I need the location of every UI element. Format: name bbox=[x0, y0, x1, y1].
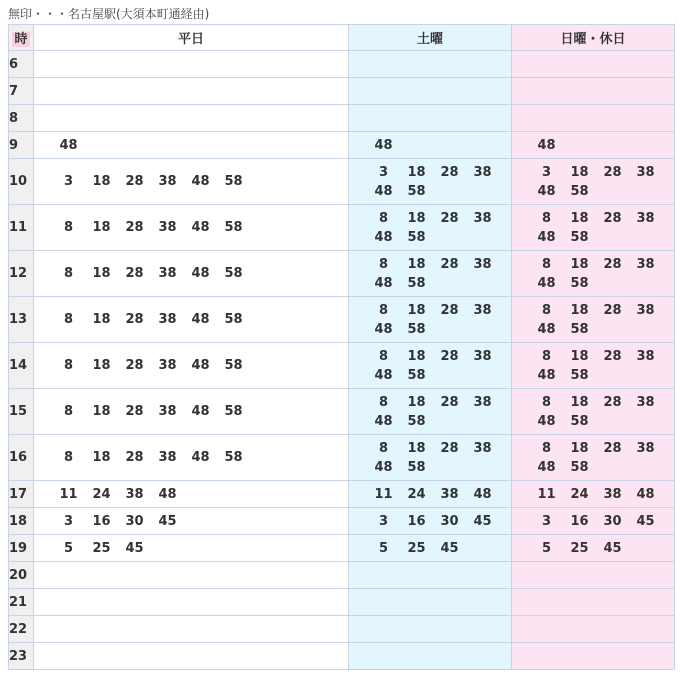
weekday-minutes-cell bbox=[34, 589, 349, 616]
hour-cell: 14 bbox=[9, 343, 34, 389]
hour-cell: 20 bbox=[9, 562, 34, 589]
saturday-minutes-cell bbox=[349, 132, 512, 159]
departure-minute: 58 bbox=[407, 229, 426, 245]
departure-minute: 11 bbox=[374, 486, 393, 502]
holiday-minutes-cell bbox=[512, 589, 675, 616]
departure-minute: 18 bbox=[570, 256, 589, 272]
saturday-minutes-cell bbox=[349, 481, 512, 508]
departure-minute: 48 bbox=[374, 137, 393, 153]
departure-minute: 38 bbox=[636, 256, 655, 272]
departure-minute: 48 bbox=[374, 321, 393, 337]
departure-minute: 3 bbox=[541, 513, 552, 529]
weekday-minutes-cell bbox=[34, 51, 349, 78]
weekday-minutes-cell bbox=[34, 481, 349, 508]
departure-minute: 45 bbox=[636, 513, 655, 529]
holiday-minutes-cell bbox=[512, 343, 675, 389]
hour-cell: 17 bbox=[9, 481, 34, 508]
weekday-minutes-cell bbox=[34, 508, 349, 535]
departure-minute: 38 bbox=[473, 164, 492, 180]
departure-minute: 18 bbox=[570, 440, 589, 456]
departure-minute: 16 bbox=[407, 513, 426, 529]
departure-minute: 38 bbox=[158, 404, 177, 419]
departure-minute: 28 bbox=[125, 312, 144, 327]
saturday-minutes-cell bbox=[349, 389, 512, 435]
departure-minute: 8 bbox=[63, 404, 74, 419]
holiday-minutes-cell bbox=[512, 297, 675, 343]
departure-minute: 58 bbox=[407, 459, 426, 475]
departure-minute: 48 bbox=[473, 486, 492, 502]
departure-minute: 58 bbox=[224, 266, 243, 281]
departure-minute: 3 bbox=[63, 174, 74, 189]
holiday-minutes-cell bbox=[512, 205, 675, 251]
departure-minute: 48 bbox=[191, 266, 210, 281]
hour-cell: 15 bbox=[9, 389, 34, 435]
holiday-minutes-cell bbox=[512, 105, 675, 132]
departure-minute: 38 bbox=[636, 348, 655, 364]
departure-minute: 48 bbox=[537, 321, 556, 337]
departure-minute: 8 bbox=[63, 266, 74, 281]
weekday-minutes-cell bbox=[34, 535, 349, 562]
hour-cell: 11 bbox=[9, 205, 34, 251]
departure-minute: 28 bbox=[125, 358, 144, 373]
departure-minute: 38 bbox=[440, 486, 459, 502]
timetable-row bbox=[9, 251, 675, 297]
departure-minute: 58 bbox=[570, 229, 589, 245]
departure-minute: 8 bbox=[541, 440, 552, 456]
holiday-minutes-cell bbox=[512, 51, 675, 78]
timetable-row bbox=[9, 297, 675, 343]
weekday-minutes-cell bbox=[34, 251, 349, 297]
holiday-minutes-cell bbox=[512, 643, 675, 670]
departure-minute: 38 bbox=[125, 486, 144, 502]
departure-minute: 8 bbox=[541, 348, 552, 364]
weekday-minutes-cell bbox=[34, 643, 349, 670]
departure-minute: 18 bbox=[407, 256, 426, 272]
departure-minute: 24 bbox=[570, 486, 589, 502]
saturday-minutes-cell bbox=[349, 343, 512, 389]
departure-minute: 28 bbox=[125, 174, 144, 189]
timetable-row bbox=[9, 589, 675, 616]
departure-minute: 8 bbox=[378, 256, 389, 272]
saturday-minutes-cell bbox=[349, 643, 512, 670]
hour-cell: 22 bbox=[9, 616, 34, 643]
departure-minute: 16 bbox=[570, 513, 589, 529]
departure-minute: 48 bbox=[537, 413, 556, 429]
departure-minute: 48 bbox=[537, 459, 556, 475]
departure-minute: 18 bbox=[570, 164, 589, 180]
timetable-row bbox=[9, 562, 675, 589]
departure-minute: 28 bbox=[603, 164, 622, 180]
weekday-minutes-cell bbox=[34, 389, 349, 435]
holiday-minutes-cell bbox=[512, 535, 675, 562]
holiday-column-header: 日曜・休日 bbox=[512, 25, 675, 51]
departure-minute: 58 bbox=[570, 459, 589, 475]
departure-minute: 28 bbox=[440, 440, 459, 456]
departure-minute: 8 bbox=[378, 302, 389, 318]
saturday-minutes-cell bbox=[349, 616, 512, 643]
departure-minute: 8 bbox=[63, 358, 74, 373]
saturday-minutes-cell bbox=[349, 51, 512, 78]
departure-minute: 3 bbox=[541, 164, 552, 180]
departure-minute: 3 bbox=[378, 164, 389, 180]
holiday-minutes-cell bbox=[512, 616, 675, 643]
hour-cell: 23 bbox=[9, 643, 34, 670]
departure-minute: 3 bbox=[378, 513, 389, 529]
departure-minute: 28 bbox=[125, 220, 144, 235]
departure-minute: 18 bbox=[407, 348, 426, 364]
hour-cell: 19 bbox=[9, 535, 34, 562]
departure-minute: 18 bbox=[407, 394, 426, 410]
departure-minute: 30 bbox=[125, 513, 144, 529]
departure-minute: 58 bbox=[407, 413, 426, 429]
departure-minute: 38 bbox=[636, 210, 655, 226]
saturday-column-header: 土曜 bbox=[349, 25, 512, 51]
departure-minute: 18 bbox=[92, 450, 111, 465]
departure-minute: 5 bbox=[541, 540, 552, 556]
departure-minute: 8 bbox=[378, 440, 389, 456]
departure-minute: 58 bbox=[407, 275, 426, 291]
departure-minute: 30 bbox=[440, 513, 459, 529]
departure-minute: 48 bbox=[537, 229, 556, 245]
departure-minute: 18 bbox=[570, 210, 589, 226]
saturday-minutes-cell bbox=[349, 105, 512, 132]
departure-minute: 38 bbox=[636, 440, 655, 456]
saturday-minutes-cell bbox=[349, 78, 512, 105]
departure-minute: 48 bbox=[374, 183, 393, 199]
departure-minute: 58 bbox=[570, 183, 589, 199]
departure-minute: 45 bbox=[158, 513, 177, 529]
timetable-row bbox=[9, 51, 675, 78]
hour-cell: 18 bbox=[9, 508, 34, 535]
departure-minute: 18 bbox=[407, 440, 426, 456]
hour-cell: 10 bbox=[9, 159, 34, 205]
departure-minute: 58 bbox=[407, 321, 426, 337]
departure-minute: 28 bbox=[125, 266, 144, 281]
departure-minute: 58 bbox=[570, 275, 589, 291]
departure-minute: 38 bbox=[158, 266, 177, 281]
departure-minute: 38 bbox=[636, 164, 655, 180]
departure-minute: 28 bbox=[603, 210, 622, 226]
hour-column-header: 時 bbox=[9, 25, 34, 51]
departure-minute: 48 bbox=[374, 275, 393, 291]
departure-minute: 45 bbox=[440, 540, 459, 556]
departure-minute: 48 bbox=[374, 229, 393, 245]
departure-minute: 38 bbox=[158, 220, 177, 235]
hour-cell: 16 bbox=[9, 435, 34, 481]
departure-minute: 38 bbox=[473, 348, 492, 364]
saturday-minutes-cell bbox=[349, 159, 512, 205]
departure-minute: 38 bbox=[158, 174, 177, 189]
departure-minute: 18 bbox=[92, 266, 111, 281]
weekday-minutes-cell bbox=[34, 205, 349, 251]
departure-minute: 18 bbox=[92, 174, 111, 189]
departure-minute: 8 bbox=[378, 394, 389, 410]
timetable-row bbox=[9, 643, 675, 670]
saturday-minutes-cell bbox=[349, 562, 512, 589]
departure-minute: 48 bbox=[374, 459, 393, 475]
departure-minute: 18 bbox=[570, 302, 589, 318]
departure-minute: 30 bbox=[603, 513, 622, 529]
departure-minute: 28 bbox=[125, 404, 144, 419]
holiday-minutes-cell bbox=[512, 435, 675, 481]
hour-cell: 8 bbox=[9, 105, 34, 132]
departure-minute: 28 bbox=[440, 348, 459, 364]
departure-minute: 5 bbox=[63, 540, 74, 556]
departure-minute: 28 bbox=[440, 164, 459, 180]
departure-minute: 58 bbox=[570, 367, 589, 383]
holiday-minutes-cell bbox=[512, 508, 675, 535]
departure-minute: 8 bbox=[541, 302, 552, 318]
departure-minute: 58 bbox=[224, 450, 243, 465]
departure-minute: 18 bbox=[570, 348, 589, 364]
departure-minute: 48 bbox=[537, 183, 556, 199]
hour-cell: 13 bbox=[9, 297, 34, 343]
timetable-header-row bbox=[9, 25, 675, 51]
holiday-minutes-cell bbox=[512, 132, 675, 159]
departure-minute: 8 bbox=[63, 312, 74, 327]
departure-minute: 18 bbox=[92, 358, 111, 373]
weekday-minutes-cell bbox=[34, 159, 349, 205]
departure-minute: 11 bbox=[537, 486, 556, 502]
holiday-minutes-cell bbox=[512, 389, 675, 435]
weekday-minutes-cell bbox=[34, 78, 349, 105]
weekday-minutes-cell bbox=[34, 297, 349, 343]
timetable-row bbox=[9, 343, 675, 389]
timetable-row bbox=[9, 508, 675, 535]
departure-minute: 48 bbox=[374, 367, 393, 383]
departure-minute: 58 bbox=[224, 312, 243, 327]
departure-minute: 38 bbox=[158, 450, 177, 465]
departure-minute: 28 bbox=[125, 450, 144, 465]
departure-minute: 8 bbox=[63, 450, 74, 465]
departure-minute: 28 bbox=[440, 256, 459, 272]
departure-minute: 5 bbox=[378, 540, 389, 556]
departure-minute: 48 bbox=[59, 137, 78, 153]
holiday-minutes-cell bbox=[512, 481, 675, 508]
departure-minute: 48 bbox=[191, 174, 210, 189]
departure-minute: 38 bbox=[603, 486, 622, 502]
departure-minute: 8 bbox=[63, 220, 74, 235]
departure-minute: 58 bbox=[407, 367, 426, 383]
timetable-row bbox=[9, 435, 675, 481]
departure-minute: 48 bbox=[374, 413, 393, 429]
weekday-minutes-cell bbox=[34, 105, 349, 132]
holiday-minutes-cell bbox=[512, 562, 675, 589]
departure-minute: 38 bbox=[158, 312, 177, 327]
departure-minute: 38 bbox=[473, 302, 492, 318]
hour-cell: 7 bbox=[9, 78, 34, 105]
departure-minute: 8 bbox=[541, 210, 552, 226]
departure-minute: 18 bbox=[92, 404, 111, 419]
timetable-row bbox=[9, 105, 675, 132]
departure-minute: 58 bbox=[224, 358, 243, 373]
saturday-minutes-cell bbox=[349, 205, 512, 251]
departure-minute: 38 bbox=[473, 394, 492, 410]
timetable-row bbox=[9, 78, 675, 105]
weekday-minutes-cell bbox=[34, 132, 349, 159]
departure-minute: 28 bbox=[603, 302, 622, 318]
departure-minute: 28 bbox=[603, 348, 622, 364]
departure-minute: 18 bbox=[92, 312, 111, 327]
departure-minute: 38 bbox=[636, 394, 655, 410]
departure-minute: 58 bbox=[224, 174, 243, 189]
hour-cell: 9 bbox=[9, 132, 34, 159]
departure-minute: 25 bbox=[407, 540, 426, 556]
departure-minute: 8 bbox=[541, 256, 552, 272]
weekday-minutes-cell bbox=[34, 616, 349, 643]
departure-minute: 48 bbox=[191, 404, 210, 419]
departure-minute: 28 bbox=[603, 440, 622, 456]
departure-minute: 45 bbox=[125, 540, 144, 556]
weekday-minutes-cell bbox=[34, 562, 349, 589]
timetable-row bbox=[9, 481, 675, 508]
departure-minute: 28 bbox=[440, 302, 459, 318]
departure-minute: 38 bbox=[636, 302, 655, 318]
saturday-minutes-cell bbox=[349, 508, 512, 535]
departure-minute: 25 bbox=[570, 540, 589, 556]
departure-minute: 18 bbox=[407, 164, 426, 180]
departure-minute: 48 bbox=[537, 137, 556, 153]
departure-minute: 11 bbox=[59, 486, 78, 502]
departure-minute: 8 bbox=[541, 394, 552, 410]
departure-minute: 48 bbox=[537, 367, 556, 383]
weekday-column-header: 平日 bbox=[34, 25, 349, 51]
departure-minute: 58 bbox=[224, 220, 243, 235]
departure-minute: 24 bbox=[92, 486, 111, 502]
timetable bbox=[8, 24, 675, 670]
departure-minute: 48 bbox=[191, 312, 210, 327]
departure-minute: 18 bbox=[407, 302, 426, 318]
timetable-row bbox=[9, 389, 675, 435]
departure-minute: 48 bbox=[537, 275, 556, 291]
departure-minute: 38 bbox=[473, 440, 492, 456]
departure-minute: 28 bbox=[440, 210, 459, 226]
saturday-minutes-cell bbox=[349, 297, 512, 343]
timetable-row bbox=[9, 205, 675, 251]
departure-minute: 8 bbox=[378, 348, 389, 364]
departure-minute: 58 bbox=[224, 404, 243, 419]
saturday-minutes-cell bbox=[349, 435, 512, 481]
departure-minute: 38 bbox=[158, 358, 177, 373]
departure-minute: 8 bbox=[378, 210, 389, 226]
departure-minute: 38 bbox=[473, 256, 492, 272]
departure-minute: 48 bbox=[636, 486, 655, 502]
timetable-row bbox=[9, 159, 675, 205]
departure-minute: 16 bbox=[92, 513, 111, 529]
departure-minute: 28 bbox=[603, 256, 622, 272]
departure-minute: 28 bbox=[603, 394, 622, 410]
timetable-row bbox=[9, 616, 675, 643]
timetable-row bbox=[9, 132, 675, 159]
departure-minute: 38 bbox=[473, 210, 492, 226]
departure-minute: 45 bbox=[603, 540, 622, 556]
holiday-minutes-cell bbox=[512, 159, 675, 205]
departure-minute: 3 bbox=[63, 513, 74, 529]
hour-cell: 6 bbox=[9, 51, 34, 78]
weekday-minutes-cell bbox=[34, 435, 349, 481]
departure-minute: 48 bbox=[191, 450, 210, 465]
departure-minute: 58 bbox=[570, 413, 589, 429]
saturday-minutes-cell bbox=[349, 589, 512, 616]
holiday-minutes-cell bbox=[512, 78, 675, 105]
saturday-minutes-cell bbox=[349, 251, 512, 297]
departure-minute: 48 bbox=[191, 358, 210, 373]
departure-minute: 18 bbox=[92, 220, 111, 235]
holiday-minutes-cell bbox=[512, 251, 675, 297]
departure-minute: 48 bbox=[191, 220, 210, 235]
departure-minute: 48 bbox=[158, 486, 177, 502]
weekday-minutes-cell bbox=[34, 343, 349, 389]
departure-minute: 28 bbox=[440, 394, 459, 410]
departure-minute: 58 bbox=[407, 183, 426, 199]
departure-minute: 58 bbox=[570, 321, 589, 337]
departure-minute: 24 bbox=[407, 486, 426, 502]
departure-minute: 45 bbox=[473, 513, 492, 529]
hour-cell: 21 bbox=[9, 589, 34, 616]
hour-cell: 12 bbox=[9, 251, 34, 297]
departure-minute: 25 bbox=[92, 540, 111, 556]
departure-minute: 18 bbox=[407, 210, 426, 226]
route-legend: 無印・・・名古屋駅(大須本町通経由) bbox=[8, 7, 210, 21]
saturday-minutes-cell bbox=[349, 535, 512, 562]
timetable-row bbox=[9, 535, 675, 562]
departure-minute: 18 bbox=[570, 394, 589, 410]
